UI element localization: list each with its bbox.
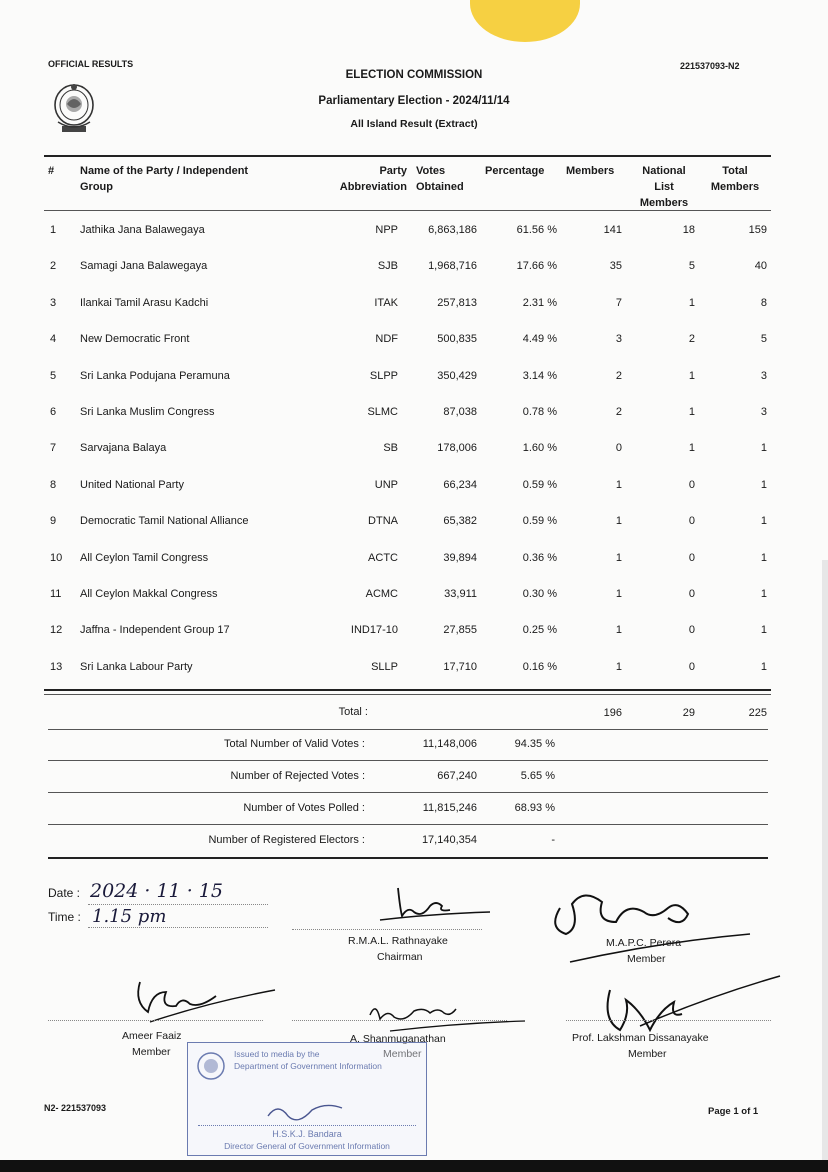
dissanayake-name: Prof. Lakshman Dissanayake bbox=[572, 1032, 709, 1044]
cell-pct: 0.30 % bbox=[522, 588, 557, 600]
cell-total: 1 bbox=[760, 624, 767, 636]
cell-national: 1 bbox=[688, 406, 695, 418]
cell-national: 18 bbox=[682, 224, 695, 236]
summary-votes: 667,240 bbox=[437, 770, 477, 782]
cell-name: Sri Lanka Labour Party bbox=[80, 661, 193, 673]
stamp-title: Director General of Government Information bbox=[224, 1141, 390, 1151]
official-results-label: OFFICIAL RESULTS bbox=[48, 59, 134, 69]
summary-label: Total Number of Valid Votes : bbox=[223, 738, 365, 750]
cell-pct: 0.25 % bbox=[522, 624, 557, 636]
cell-members: 35 bbox=[609, 260, 622, 272]
cell-pct: 0.36 % bbox=[522, 552, 557, 564]
faaiz-line bbox=[48, 1020, 263, 1021]
cell-pct: 0.59 % bbox=[522, 479, 557, 491]
total-national: 29 bbox=[682, 707, 695, 719]
cell-national: 0 bbox=[688, 479, 695, 491]
cell-abbr: ACTC bbox=[368, 552, 398, 564]
cell-num: 7 bbox=[50, 442, 57, 454]
perera-role: Member bbox=[627, 953, 666, 965]
col-name-header: Name of the Party / Independent Group bbox=[80, 165, 249, 193]
chairman-signature bbox=[370, 880, 490, 930]
cell-abbr: SJB bbox=[377, 260, 398, 272]
col-members-header: Members bbox=[566, 165, 615, 177]
cell-pct: 2.31 % bbox=[522, 297, 557, 309]
document-id: 221537093-N2 bbox=[680, 61, 740, 71]
cell-total: 40 bbox=[754, 260, 767, 272]
cell-num: 1 bbox=[50, 224, 57, 236]
cell-name: All Ceylon Tamil Congress bbox=[80, 552, 209, 564]
cell-abbr: ITAK bbox=[374, 297, 398, 309]
total-label: Total : bbox=[338, 706, 368, 718]
cell-national: 2 bbox=[688, 333, 695, 345]
cell-total: 1 bbox=[760, 479, 767, 491]
cell-national: 0 bbox=[688, 588, 695, 600]
shanmuganathan-line bbox=[292, 1020, 507, 1021]
cell-num: 8 bbox=[50, 479, 57, 491]
cell-abbr: SLLP bbox=[371, 661, 398, 673]
cell-votes: 65,382 bbox=[443, 515, 477, 527]
chairman-line bbox=[292, 929, 482, 930]
cell-total: 5 bbox=[760, 333, 767, 345]
col-national-header: National List Members bbox=[639, 165, 689, 209]
cell-votes: 66,234 bbox=[443, 479, 477, 491]
summary-pct: - bbox=[551, 834, 555, 846]
cell-abbr: SB bbox=[383, 442, 398, 454]
cell-votes: 500,835 bbox=[437, 333, 477, 345]
cell-votes: 33,911 bbox=[444, 588, 477, 600]
summary-pct: 68.93 % bbox=[514, 802, 555, 814]
cell-votes: 257,813 bbox=[437, 297, 477, 309]
summary-pct: 94.35 % bbox=[514, 738, 555, 750]
summary-rule bbox=[48, 760, 768, 761]
stamp-signature bbox=[258, 1098, 358, 1128]
shanmuganathan-role: Member bbox=[383, 1048, 422, 1060]
cell-name: Sri Lanka Podujana Peramuna bbox=[80, 370, 230, 382]
total-rule bbox=[48, 729, 768, 730]
government-information-stamp bbox=[187, 1042, 427, 1156]
perera-name: M.A.P.C. Perera bbox=[606, 937, 682, 949]
cell-votes: 350,429 bbox=[437, 370, 477, 382]
cell-num: 6 bbox=[50, 406, 57, 418]
stamp-name: H.S.K.J. Bandara bbox=[272, 1129, 342, 1139]
shanmuganathan-signature bbox=[360, 995, 530, 1035]
col-num-header: # bbox=[48, 165, 55, 177]
cell-num: 10 bbox=[50, 552, 63, 564]
summary-votes: 17,140,354 bbox=[421, 834, 477, 846]
cell-votes: 178,006 bbox=[437, 442, 477, 454]
summary-pct: 5.65 % bbox=[520, 770, 555, 782]
stamp-line2: Department of Government Information bbox=[234, 1061, 382, 1071]
cell-members: 1 bbox=[615, 661, 622, 673]
cell-name: All Ceylon Makkal Congress bbox=[80, 588, 218, 600]
cell-pct: 0.78 % bbox=[522, 406, 557, 418]
faaiz-name: Ameer Faaiz bbox=[122, 1030, 182, 1042]
cell-national: 0 bbox=[688, 515, 695, 527]
cell-members: 2 bbox=[615, 370, 622, 382]
cell-members: 3 bbox=[615, 333, 622, 345]
cell-name: Jaffna - Independent Group 17 bbox=[80, 624, 230, 636]
col-percentage-header: Percentage bbox=[485, 165, 545, 177]
dissanayake-line bbox=[566, 1020, 771, 1021]
cell-votes: 1,968,716 bbox=[428, 260, 477, 272]
election-title: Parliamentary Election - 2024/11/14 bbox=[318, 95, 510, 107]
date-label: Date : bbox=[48, 886, 81, 900]
date-line bbox=[88, 904, 268, 905]
cell-num: 9 bbox=[50, 515, 57, 527]
cell-name: Sri Lanka Muslim Congress bbox=[80, 406, 215, 418]
total-total: 225 bbox=[748, 707, 767, 719]
cell-abbr: NDF bbox=[375, 333, 398, 345]
cell-national: 0 bbox=[688, 552, 695, 564]
time-label: Time : bbox=[48, 910, 81, 924]
chairman-name: R.M.A.L. Rathnayake bbox=[348, 935, 448, 947]
summary-votes: 11,815,246 bbox=[422, 802, 477, 814]
page-edge bbox=[822, 560, 828, 1160]
faaiz-role: Member bbox=[132, 1046, 171, 1058]
cell-national: 1 bbox=[688, 370, 695, 382]
total-members: 196 bbox=[603, 707, 622, 719]
yellow-overlay bbox=[470, 0, 580, 42]
cell-members: 1 bbox=[615, 479, 622, 491]
cell-pct: 3.14 % bbox=[522, 370, 557, 382]
table-end-rule-2 bbox=[44, 694, 771, 695]
stamp-emblem-icon bbox=[196, 1051, 226, 1081]
cell-abbr: ACMC bbox=[365, 588, 398, 600]
table-end-rule bbox=[44, 689, 771, 691]
cell-name: Ilankai Tamil Arasu Kadchi bbox=[80, 297, 209, 309]
cell-num: 4 bbox=[50, 333, 57, 345]
cell-pct: 4.49 % bbox=[522, 333, 557, 345]
cell-members: 1 bbox=[615, 515, 622, 527]
col-abbr-header: Party Abbreviation bbox=[339, 165, 407, 193]
cell-total: 8 bbox=[760, 297, 767, 309]
cell-members: 0 bbox=[615, 442, 622, 454]
cell-num: 12 bbox=[50, 624, 63, 636]
cell-national: 5 bbox=[688, 260, 695, 272]
cell-name: New Democratic Front bbox=[80, 333, 190, 345]
faaiz-signature bbox=[110, 972, 280, 1032]
cell-abbr: NPP bbox=[375, 224, 398, 236]
cell-total: 1 bbox=[760, 515, 767, 527]
cell-pct: 1.60 % bbox=[522, 442, 557, 454]
table-top-rule bbox=[44, 155, 771, 157]
chairman-role: Chairman bbox=[377, 951, 423, 963]
cell-num: 11 bbox=[50, 588, 62, 600]
cell-num: 3 bbox=[50, 297, 57, 309]
cell-members: 1 bbox=[615, 588, 622, 600]
cell-abbr: UNP bbox=[374, 479, 398, 491]
cell-members: 2 bbox=[615, 406, 622, 418]
cell-members: 1 bbox=[615, 552, 622, 564]
cell-votes: 27,855 bbox=[443, 624, 477, 636]
cell-pct: 17.66 % bbox=[516, 260, 557, 272]
document-reference: N2- 221537093 bbox=[44, 1103, 107, 1113]
cell-pct: 61.56 % bbox=[516, 224, 557, 236]
stamp-line1: Issued to media by the bbox=[234, 1049, 320, 1059]
cell-votes: 87,038 bbox=[443, 406, 477, 418]
bottom-black-bar bbox=[0, 1160, 828, 1172]
cell-name: Samagi Jana Balawegaya bbox=[80, 260, 208, 272]
cell-pct: 0.59 % bbox=[522, 515, 557, 527]
cell-total: 3 bbox=[760, 406, 767, 418]
date-value: 2024 · 11 · 15 bbox=[90, 880, 223, 902]
cell-pct: 0.16 % bbox=[522, 661, 557, 673]
cell-num: 5 bbox=[50, 370, 57, 382]
cell-name: Jathika Jana Balawegaya bbox=[80, 224, 205, 236]
time-value: 1.15 pm bbox=[92, 906, 167, 927]
cell-total: 1 bbox=[760, 661, 767, 673]
summary-label: Number of Registered Electors : bbox=[208, 834, 365, 846]
cell-national: 1 bbox=[688, 442, 695, 454]
cell-num: 13 bbox=[50, 661, 63, 673]
cell-votes: 39,894 bbox=[443, 552, 477, 564]
summary-rule bbox=[48, 857, 768, 859]
cell-abbr: IND17-10 bbox=[350, 624, 398, 636]
cell-national: 1 bbox=[688, 297, 695, 309]
cell-members: 1 bbox=[615, 624, 622, 636]
cell-abbr: SLMC bbox=[367, 406, 398, 418]
dissanayake-role: Member bbox=[628, 1048, 667, 1060]
cell-abbr: SLPP bbox=[369, 370, 398, 382]
time-line bbox=[88, 927, 268, 928]
cell-votes: 6,863,186 bbox=[428, 224, 477, 236]
cell-members: 7 bbox=[615, 297, 622, 309]
commission-title: ELECTION COMMISSION bbox=[345, 69, 483, 81]
cell-votes: 17,710 bbox=[443, 661, 477, 673]
summary-votes: 11,148,006 bbox=[422, 738, 477, 750]
cell-total: 159 bbox=[748, 224, 767, 236]
cell-national: 0 bbox=[688, 661, 695, 673]
cell-name: Sarvajana Balaya bbox=[80, 442, 167, 454]
col-total-header: Total Members bbox=[710, 165, 760, 193]
summary-label: Number of Votes Polled : bbox=[243, 802, 365, 814]
cell-num: 2 bbox=[50, 260, 57, 272]
summary-rule bbox=[48, 792, 768, 793]
cell-name: United National Party bbox=[80, 479, 184, 491]
header-bottom-rule bbox=[44, 210, 771, 211]
page-number: Page 1 of 1 bbox=[708, 1106, 759, 1117]
cell-members: 141 bbox=[603, 224, 622, 236]
cell-total: 1 bbox=[760, 588, 767, 600]
scope-title: All Island Result (Extract) bbox=[350, 118, 478, 130]
shanmuganathan-name: A. Shanmuganathan bbox=[350, 1033, 446, 1045]
cell-name: Democratic Tamil National Alliance bbox=[80, 515, 249, 527]
cell-total: 1 bbox=[760, 552, 767, 564]
cell-total: 1 bbox=[760, 442, 767, 454]
summary-label: Number of Rejected Votes : bbox=[230, 770, 365, 782]
cell-national: 0 bbox=[688, 624, 695, 636]
cell-total: 3 bbox=[760, 370, 767, 382]
col-votes-header: Votes Obtained bbox=[416, 165, 464, 193]
cell-abbr: DTNA bbox=[368, 515, 398, 527]
summary-rule bbox=[48, 824, 768, 825]
stamp-line bbox=[198, 1125, 416, 1126]
